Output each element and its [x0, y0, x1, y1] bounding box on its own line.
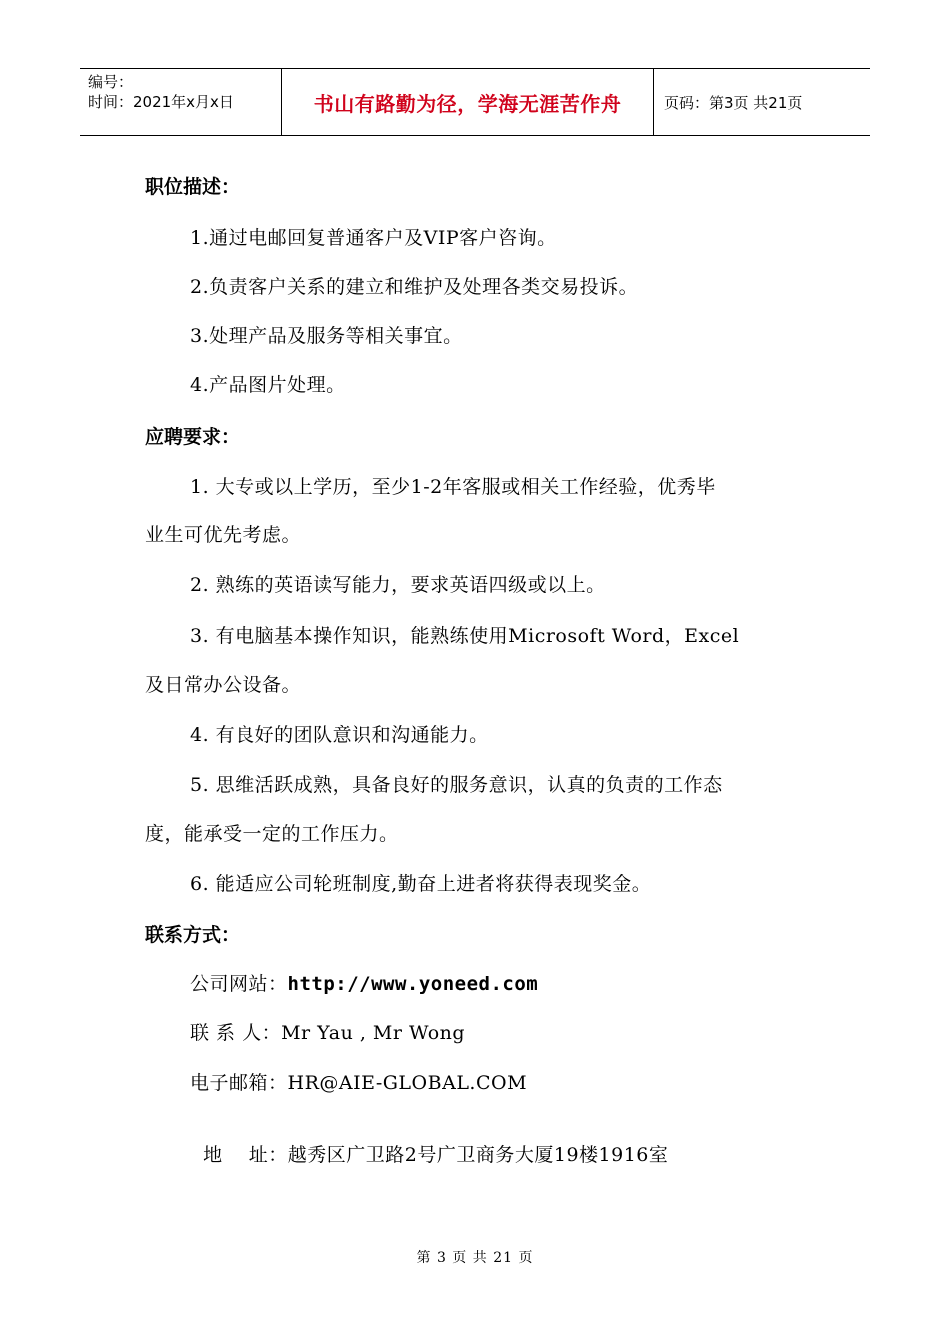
website-link[interactable]: http://www.yoneed.com [287, 973, 539, 995]
requirement-item: 4. 有良好的团队意识和沟通能力。 [190, 724, 489, 746]
person-label: 联 系 人： [190, 1022, 282, 1044]
contact-person-row [190, 1018, 465, 1045]
requirement-item-continued: 度，能承受一定的工作压力。 [145, 823, 399, 845]
email-label: 电子邮箱： [190, 1072, 288, 1094]
requirements-heading: 应聘要求： [145, 426, 241, 448]
requirement-item-continued: 及日常办公设备。 [145, 674, 302, 696]
website-label: 公司网站： [190, 973, 288, 995]
contact-website-row [190, 969, 538, 996]
header-page-number: 页码：第3页 共21页 [664, 93, 803, 112]
address-value: 越秀区广卫路2号广卫商务大厦19楼1916室 [287, 1144, 669, 1166]
page-header [80, 68, 870, 136]
email-value[interactable]: HR@AIE-GLOBAL.COM [287, 1072, 528, 1094]
duty-item: 4.产品图片处理。 [190, 374, 346, 396]
page-footer: 第 3 页 共 21 页 [416, 1250, 534, 1266]
duty-item: 2.负责客户关系的建立和维护及处理各类交易投诉。 [190, 276, 639, 298]
contact-address-row [190, 1118, 668, 1167]
requirement-item-continued: 业生可优先考虑。 [145, 524, 302, 546]
requirement-item: 6. 能适应公司轮班制度,勤奋上进者将获得表现奖金。 [190, 873, 652, 895]
requirement-item: 3. 有电脑基本操作知识，能熟练使用Microsoft Word，Excel [190, 625, 740, 647]
duty-item: 3.处理产品及服务等相关事宜。 [190, 325, 463, 347]
person-value: Mr Yau , Mr Wong [281, 1022, 466, 1044]
contact-email-row [190, 1068, 527, 1095]
requirement-item: 2. 熟练的英语读写能力，要求英语四级或以上。 [190, 574, 606, 596]
duty-item: 1.通过电邮回复普通客户及VIP客户咨询。 [190, 227, 557, 249]
duties-heading: 职位描述： [145, 176, 241, 198]
header-meta [80, 69, 282, 135]
contact-heading: 联系方式： [145, 924, 241, 946]
requirement-item: 5. 思维活跃成熟，具备良好的服务意识，认真的负责的工作态 [190, 774, 723, 796]
header-motto: 书山有路勤为径，学海无涯苦作舟 [282, 69, 654, 135]
address-label: 地 址： [203, 1144, 288, 1166]
requirement-item: 1. 大专或以上学历，至少1-2年客服或相关工作经验，优秀毕 [190, 476, 716, 498]
doc-number-label: 编号： [88, 73, 134, 91]
doc-date-label: 时间：2021年x月x日 [88, 93, 234, 111]
